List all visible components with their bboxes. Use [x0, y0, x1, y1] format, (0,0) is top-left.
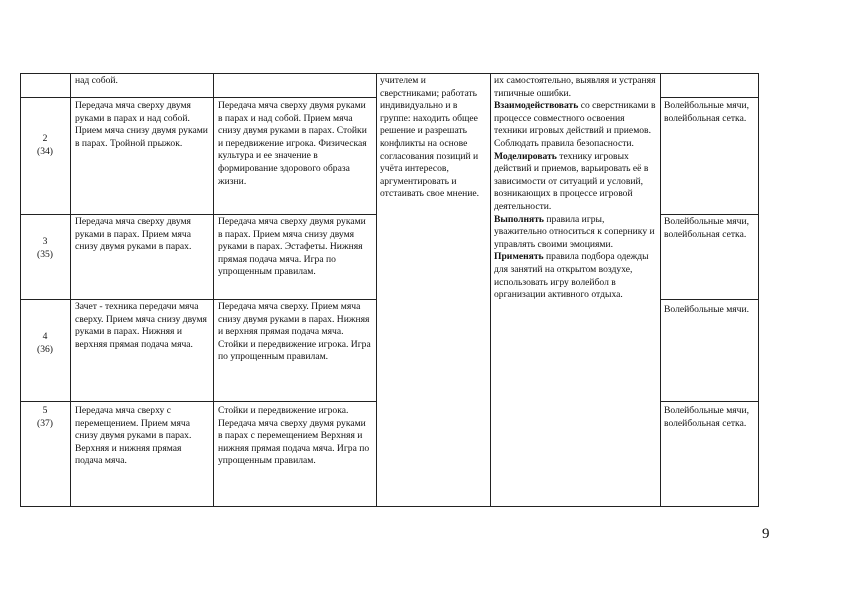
row4-activity: Передача мяча сверху. Прием мяча снизу двумя руками в парах. Нижняя и верхняя прямая подача мяча. Стойки и передвижение игрока. Игра по упрощенным правилам. [218, 301, 371, 363]
row3-number [20, 236, 70, 261]
regulative-item-verb: Выполнять [494, 213, 544, 225]
regulative-item [494, 251, 656, 301]
row4-content: Зачет - техника передачи мяча сверху. Прием мяча снизу двумя руками в парах. Нижняя и верхняя прямая подача мяча. [75, 301, 207, 350]
row3-lesson-total: (35) [37, 248, 53, 260]
row5-lesson-total: (37) [37, 417, 53, 429]
table-divider-comm [490, 73, 491, 507]
row5-lesson-num: 5 [42, 405, 48, 416]
row5-activity: Стойки и передвижение игрока. Передача мяча сверху двумя руками в парах с перемещением Верхняя и нижняя прямая подача мяча. Игра по упрощенным правилам. [218, 405, 370, 467]
regulative-item-verb: Моделировать [494, 150, 557, 162]
regulative-column [494, 75, 656, 302]
regulative-item [494, 100, 656, 150]
row-divider-2 [20, 214, 376, 215]
row2-materials: Волейбольные мячи, волейбольная сетка. [664, 100, 750, 124]
row-divider-4-mat [660, 401, 759, 402]
row4-number [20, 331, 70, 356]
communicative-column: учителем и сверстниками; работать индивидуально и в группе: находить общее решение и разрешать конфликты на основе согласования позиций и учёта интересов, аргументировать и отстаивать свое мнение. [380, 75, 480, 200]
row2-activity: Передача мяча сверху двумя руками в парах и над собой. Прием мяча снизу двумя руками в парах. Стойки и передвижение игрока. Физическая культура и ее значение в формирование здорового образа жизни. [218, 100, 367, 187]
row3-activity: Передача мяча сверху двумя руками в парах. Прием мяча снизу двумя руками в парах. Эстафеты. Нижняя прямая подача мяча. Игра по упрощенным правилам. [218, 216, 366, 278]
table-divider-reg [660, 73, 661, 507]
row1-content: над собой. [75, 75, 118, 86]
regulative-item-text: правила подбора одежды для занятий на открытом воздухе, использовать игру волейбол в организации активного отдыха. [494, 251, 649, 301]
row3-materials: Волейбольные мячи, волейбольная сетка. [664, 216, 750, 240]
row5-number [20, 405, 70, 430]
row-divider-3 [20, 299, 376, 300]
page-number: 9 [762, 526, 770, 542]
regulative-item-text: правила игры, уважительно относиться к сопернику и управлять своими эмоциями. [494, 213, 655, 250]
table-divider-activity [376, 73, 377, 507]
table-divider-content [213, 73, 214, 507]
row5-materials: Волейбольные мячи, волейбольная сетка. [664, 405, 750, 429]
row4-lesson-num: 4 [42, 331, 48, 342]
row-divider-4 [20, 401, 376, 402]
row3-lesson-num: 3 [42, 236, 48, 247]
regulative-item [494, 214, 656, 252]
regulative-item-verb: Взаимодействовать [494, 100, 579, 112]
row2-number [20, 133, 70, 158]
regulative-item [494, 151, 656, 214]
row4-lesson-total: (36) [37, 343, 53, 355]
row2-content: Передача мяча сверху двумя руками в парах и над собой. Прием мяча снизу двумя руками в парах. Тройной прыжок. [75, 100, 208, 149]
row-divider-2-mat [660, 214, 759, 215]
row2-lesson-num: 2 [42, 133, 48, 144]
regulative-item-text: со сверстниками в процессе совместного освоения техники игровых действий и приемов. Соблюдать правила безопасности. [494, 100, 656, 149]
row-divider-1 [20, 97, 376, 98]
row4-materials: Волейбольные мячи. [664, 304, 750, 315]
table-border-top [20, 73, 759, 74]
regulative-intro: их самостоятельно, выявляя и устраняя типичные ошибки. [494, 75, 656, 99]
regulative-item-verb: Применять [494, 251, 544, 263]
row3-content: Передача мяча сверху двумя руками в парах. Прием мяча снизу двумя руками в парах. [75, 216, 192, 253]
row5-content: Передача мяча сверху с перемещением. Прием мяча снизу двумя руками в парах. Верхняя и нижняя прямая подача мяча. [75, 405, 192, 467]
table-divider-num [70, 73, 71, 507]
table-border-bottom [20, 506, 759, 507]
row2-lesson-total: (34) [37, 145, 53, 157]
table-border-right [758, 73, 759, 507]
row-divider-3-mat [660, 299, 759, 300]
regulative-item-text: технику игровых действий и приемов, варьировать её в зависимости от ситуаций и условий, возникающих в процессе игровой деятельности. [494, 150, 649, 212]
row-divider-1-mat [660, 97, 759, 98]
